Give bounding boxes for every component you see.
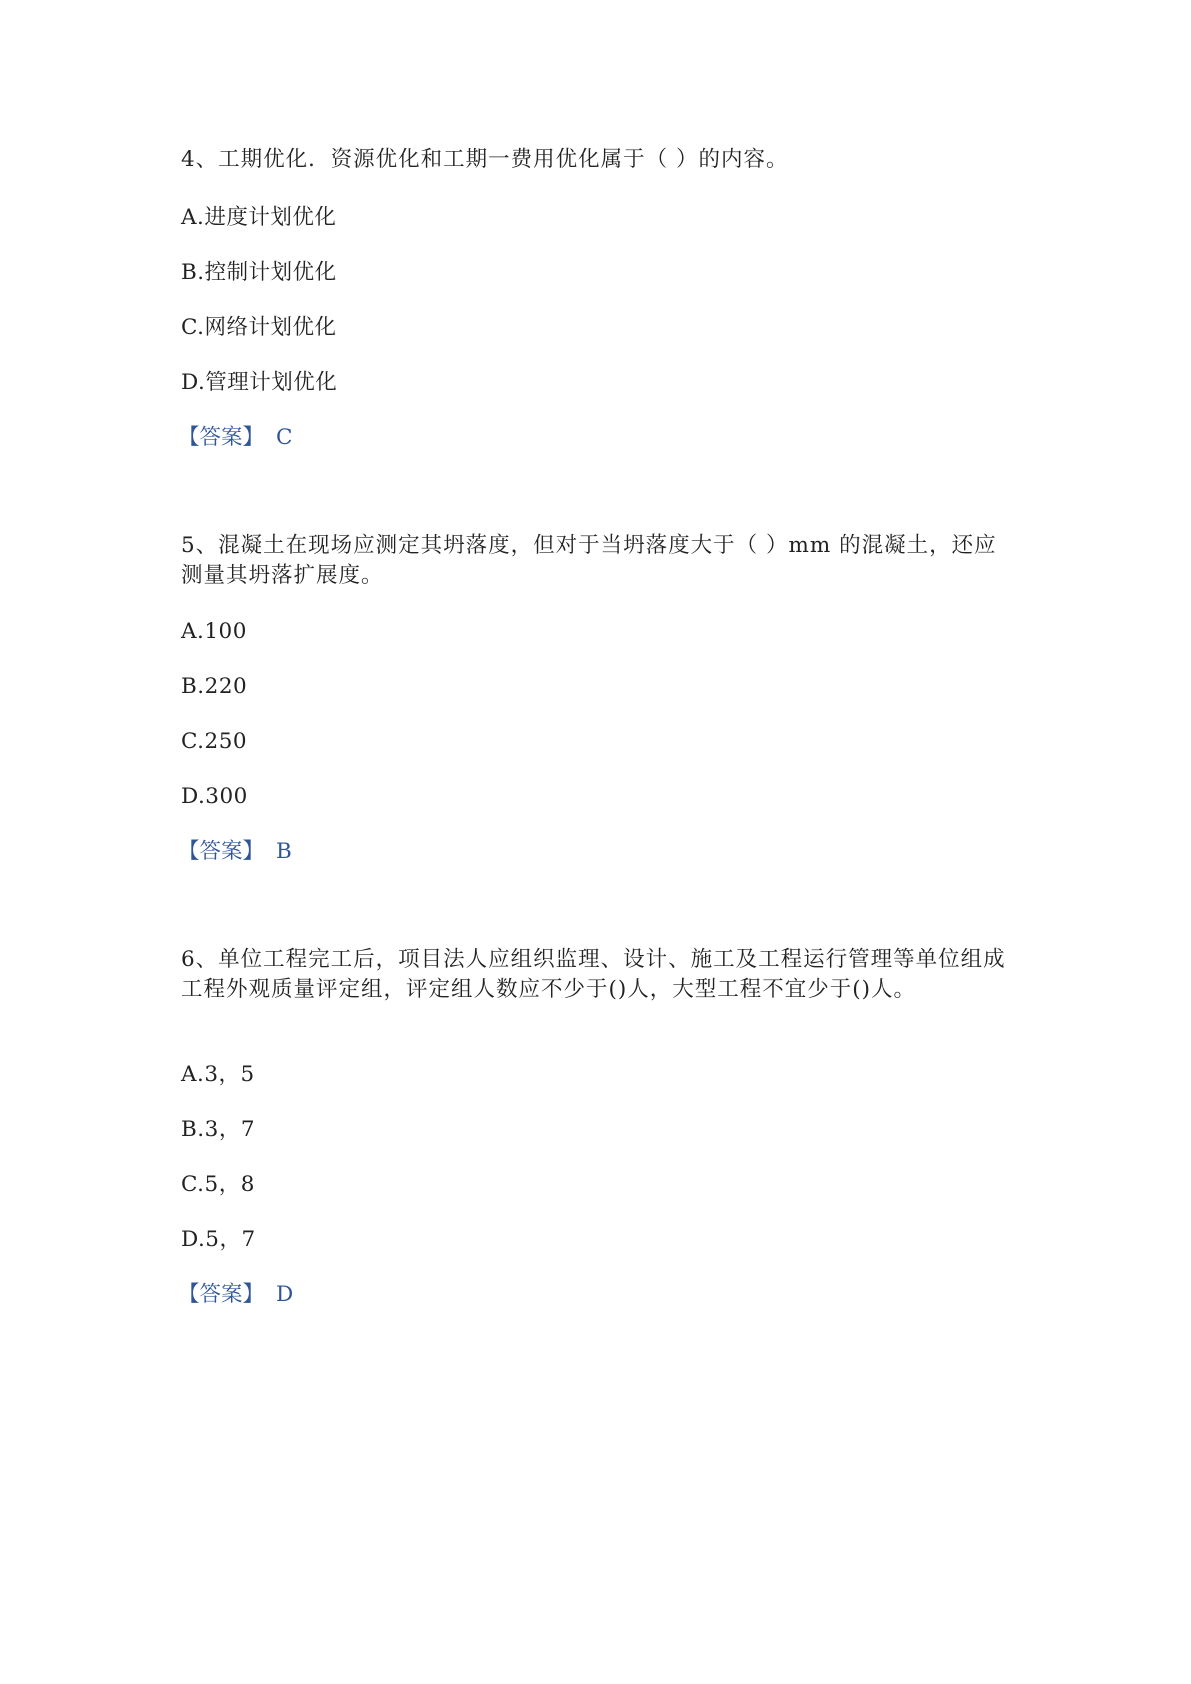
answer-label: 【答案】 [178, 425, 265, 450]
question-5-option-a: A.100 [181, 619, 247, 644]
question-5-option-b: B.220 [181, 674, 248, 699]
question-4-stem: 4、工期优化．资源优化和工期一费用优化属于（ ）的内容。 [181, 147, 789, 172]
question-4-option-c: C.网络计划优化 [181, 315, 337, 340]
question-6-stem: 6、单位工程完工后，项目法人应组织监理、设计、施工及工程运行管理等单位组成工程外观质量评定组，评定组人数应不少于()人，大型工程不宜少于()人。 [181, 947, 1006, 1002]
question-4-option-a: A.进度计划优化 [181, 205, 337, 230]
answer-value: D [276, 1282, 294, 1307]
question-4-answer [178, 423, 292, 453]
question-6-option-a: A.3，5 [181, 1062, 255, 1087]
question-5-answer [178, 837, 292, 867]
question-5-option-d: D.300 [181, 784, 248, 809]
question-4-option-b: B.控制计划优化 [181, 260, 337, 285]
question-6-option-d: D.5，7 [181, 1227, 256, 1252]
question-5-option-c: C.250 [181, 729, 248, 754]
question-6-option-b: B.3，7 [181, 1117, 255, 1142]
answer-value: C [276, 425, 293, 450]
question-6-option-c: C.5，8 [181, 1172, 255, 1197]
question-6-answer [178, 1280, 293, 1310]
question-5-stem: 5、混凝土在现场应测定其坍落度，但对于当坍落度大于（ ）mm 的混凝土，还应测量其坍落扩展度。 [181, 533, 997, 588]
answer-label: 【答案】 [178, 839, 265, 864]
answer-value: B [276, 839, 292, 864]
answer-label: 【答案】 [178, 1282, 265, 1307]
question-4-option-d: D.管理计划优化 [181, 370, 338, 395]
